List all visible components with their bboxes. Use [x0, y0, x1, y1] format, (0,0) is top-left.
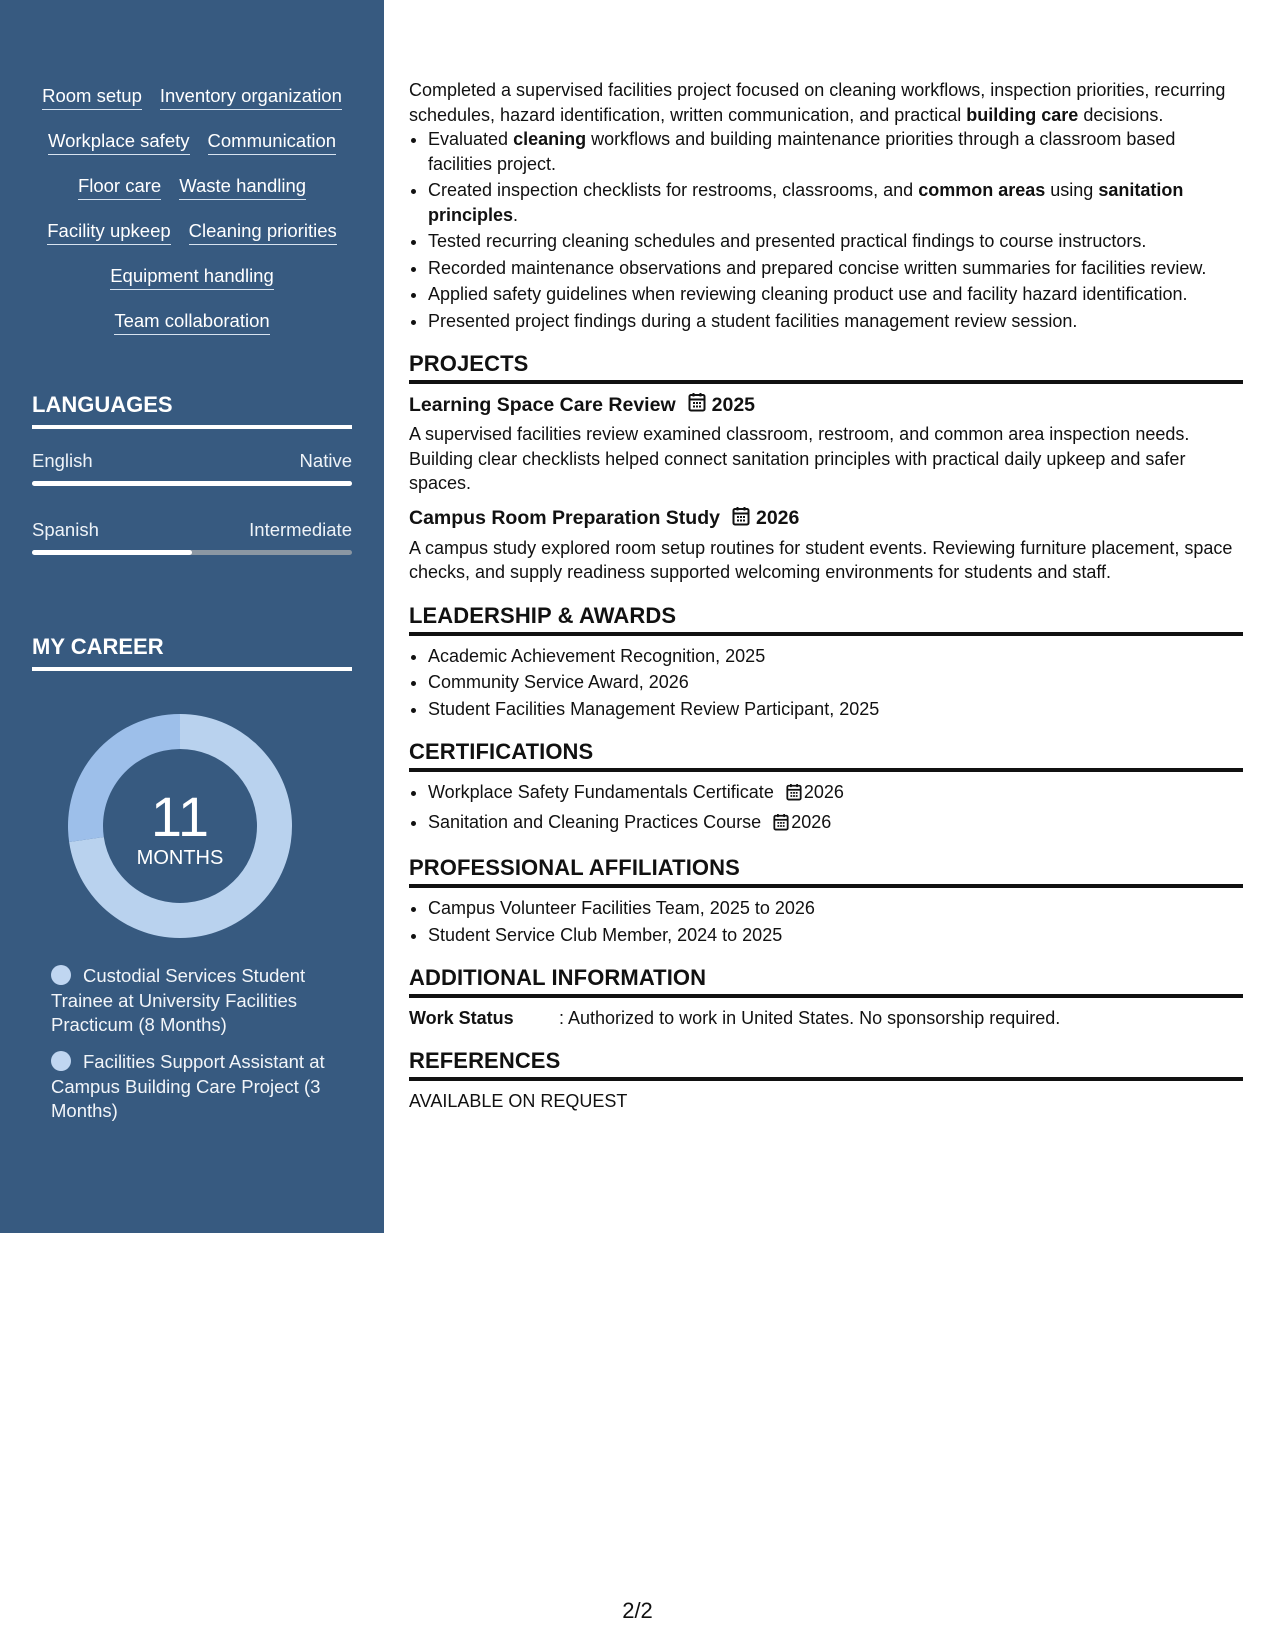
language-level: Native	[299, 450, 352, 471]
bullet-item	[428, 178, 1243, 227]
skill-tag: Facility upkeep	[47, 219, 170, 245]
project-name: Campus Room Preparation Study	[409, 507, 720, 529]
skills-cloud	[32, 84, 352, 354]
career-dot-icon	[51, 1051, 71, 1071]
career-heading: MY CAREER	[32, 634, 352, 671]
bullet-text: workflows and building maintenance priorities through a classroom based facilities project.	[428, 129, 1176, 174]
calendar-icon	[773, 813, 789, 838]
project-year: 2025	[711, 393, 756, 416]
list-item: • Student Facilities Management Review Participant, 2025	[428, 697, 1243, 722]
project-name: Learning Space Care Review	[409, 393, 676, 416]
language-name: English	[32, 450, 93, 471]
career-dot-icon	[51, 965, 71, 985]
skill-tag: Cleaning priorities	[189, 219, 337, 245]
career-item-text: Custodial Services Student Trainee at University Facilities Practicum (8 Months)	[51, 965, 306, 1035]
list-item	[428, 810, 1243, 838]
skill-tag: Communication	[208, 129, 337, 155]
skill-row	[32, 309, 352, 354]
projects-heading: PROJECTS	[409, 351, 1243, 384]
work-status-row	[409, 1006, 1243, 1030]
references-text: AVAILABLE ON REQUEST	[409, 1091, 628, 1111]
skill-tag: Inventory organization	[160, 84, 342, 110]
language-bar-fill	[32, 550, 192, 555]
cert-year: 2026	[791, 811, 832, 832]
career-item	[51, 1050, 331, 1124]
main-content	[409, 78, 1243, 1114]
experience-bullets	[409, 127, 1243, 333]
page-number: 2/2	[622, 1598, 653, 1623]
bullet-item: • Presented project findings during a student facilities management review session.	[428, 309, 1243, 334]
bullet-item	[428, 127, 1243, 176]
cert-name: Workplace Safety Fundamentals Certificate	[428, 782, 774, 802]
skill-row	[32, 264, 352, 309]
summary-bold: building care	[966, 104, 1079, 125]
language-english	[32, 450, 352, 486]
certifications-heading: CERTIFICATIONS	[409, 739, 1243, 772]
summary-text: Completed a supervised facilities project focused on cleaning workflows, inspection priorities, recurring schedules, hazard identification, written communication, and practical	[409, 80, 1226, 125]
references-heading: REFERENCES	[409, 1048, 1243, 1081]
skill-row	[32, 174, 352, 219]
skill-row	[32, 219, 352, 264]
calendar-icon	[732, 506, 750, 532]
additional-info-heading: ADDITIONAL INFORMATION	[409, 965, 1243, 998]
career-donut-chart	[66, 712, 294, 940]
bullet-bold: common areas	[918, 180, 1046, 200]
list-item: • Student Service Club Member, 2024 to 2025	[428, 923, 1243, 948]
skill-tag: Waste handling	[179, 174, 306, 200]
language-bar-fill	[32, 481, 352, 486]
skill-tag: Workplace safety	[48, 129, 190, 155]
language-name: Spanish	[32, 519, 99, 540]
calendar-icon	[688, 392, 706, 418]
bullet-item: • Tested recurring cleaning schedules and presented practical findings to course instructors.	[428, 229, 1243, 254]
work-status-label: Work Status	[409, 1008, 514, 1028]
bullet-item: • Applied safety guidelines when reviewing cleaning product use and facility hazard identification.	[428, 282, 1243, 307]
bullet-text: Created inspection checklists for restrooms, classrooms, and	[428, 180, 919, 200]
leadership-heading: LEADERSHIP & AWARDS	[409, 603, 1243, 636]
career-total: 11	[150, 785, 210, 848]
list-item: • Academic Achievement Recognition, 2025	[428, 644, 1243, 669]
leadership-list	[409, 644, 1243, 722]
language-spanish	[32, 519, 352, 555]
certifications-list	[409, 780, 1243, 837]
languages-heading: LANGUAGES	[32, 392, 352, 429]
sidebar	[0, 0, 384, 1233]
list-item: • Campus Volunteer Facilities Team, 2025 to 2026	[428, 896, 1243, 921]
language-level: Intermediate	[249, 519, 352, 540]
cert-year: 2026	[803, 782, 844, 802]
career-item-text: Facilities Support Assistant at Campus Building Care Project (3 Months)	[51, 1051, 325, 1121]
skill-row	[32, 84, 352, 129]
skill-tag: Team collaboration	[114, 309, 269, 335]
career-item	[51, 964, 331, 1038]
bullet-bold: sanitation principles	[428, 180, 1184, 225]
skill-tag: Floor care	[78, 174, 161, 200]
bullet-bold: cleaning	[513, 129, 587, 149]
language-bar	[32, 481, 352, 486]
summary-paragraph	[409, 78, 1243, 127]
bullet-item: • Recorded maintenance observations and prepared concise written summaries for facilities review.	[428, 256, 1243, 281]
project-description: A campus study explored room setup routines for student events. Reviewing furniture placement, space checks, and supply readiness supported welcoming environments for students and staff.	[409, 537, 1233, 582]
list-item	[428, 780, 1243, 808]
bullet-text: Evaluated	[428, 129, 514, 149]
affiliations-heading: PROFESSIONAL AFFILIATIONS	[409, 855, 1243, 888]
career-unit: MONTHS	[136, 847, 224, 869]
work-status-value: : Authorized to work in United States. No sponsorship required.	[559, 1008, 1061, 1028]
skill-tag: Equipment handling	[110, 264, 274, 290]
affiliations-list	[409, 896, 1243, 947]
project-year: 2026	[755, 507, 800, 529]
summary-text-end: decisions.	[1078, 104, 1164, 125]
language-bar	[32, 550, 352, 555]
list-item: • Community Service Award, 2026	[428, 670, 1243, 695]
skill-tag: Room setup	[42, 84, 142, 110]
project-title	[409, 392, 1243, 418]
skill-row	[32, 129, 352, 174]
bullet-text: using	[1045, 180, 1099, 200]
calendar-icon	[786, 783, 802, 808]
project-title	[409, 506, 1243, 532]
project-description: A supervised facilities review examined classroom, restroom, and common area inspection needs. Building clear checklists helped connect sanitation principles with practical daily upkeep and safer spaces.	[409, 424, 1190, 493]
bullet-text: .	[513, 204, 519, 225]
cert-name: Sanitation and Cleaning Practices Course	[428, 811, 762, 832]
